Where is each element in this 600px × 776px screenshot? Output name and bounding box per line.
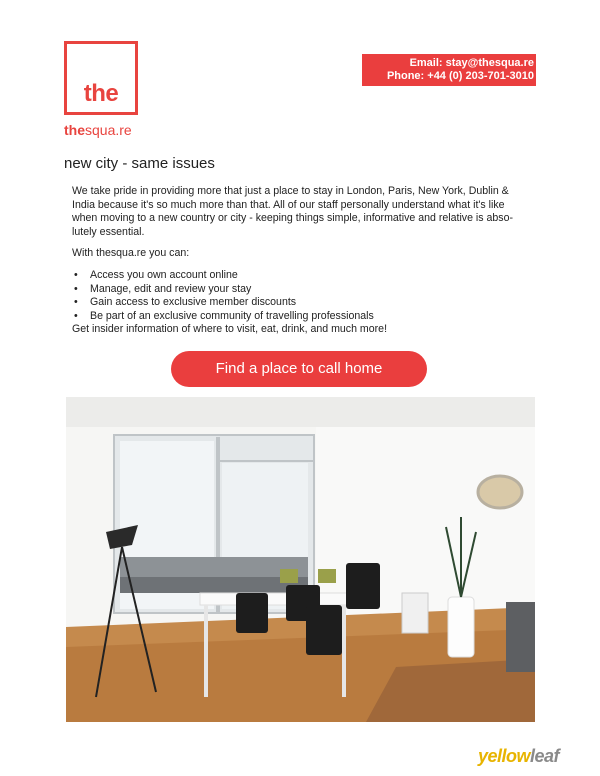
yellowleaf-logo-part2: leaf	[530, 746, 560, 766]
list-item: • Gain access to exclusive member discounts	[72, 296, 532, 310]
contact-phone[interactable]: Phone: +44 (0) 203-701-3010	[386, 70, 534, 82]
contact-email[interactable]: Email: stay@thesqua.re	[409, 57, 534, 69]
logo-name-rest: squa.re	[85, 122, 132, 138]
benefits-list	[72, 269, 532, 323]
list-item: • Access you own account online	[72, 269, 532, 283]
interior-photo	[66, 397, 535, 722]
interior-photo-illustration	[66, 397, 535, 722]
logo-word: the	[83, 80, 119, 107]
intro-paragraph: We take pride in providing more that just a place to stay in London, Paris, New York, Dublin & India because it's so much more than that. All of our staff personally understand what it's like when moving to a new country or city - keeping things simple, informative and relative is abso-lutely essential.	[72, 185, 514, 238]
list-item: • Be part of an exclusive community of travelling professionals	[72, 310, 532, 324]
list-item: • Manage, edit and review your stay	[72, 283, 532, 297]
contact-box	[362, 54, 536, 86]
with-text: With thesqua.re you can:	[72, 247, 190, 260]
logo-name	[64, 122, 132, 138]
logo-name-bold: the	[64, 122, 85, 138]
outro-text: Get insider information of where to visit, eat, drink, and much more!	[72, 323, 388, 336]
body-text	[72, 185, 532, 337]
yellowleaf-logo	[478, 746, 559, 767]
page-heading: new city - same issues	[64, 155, 215, 172]
logo-box	[64, 41, 138, 115]
find-place-button[interactable]: Find a place to call home	[171, 351, 427, 387]
yellowleaf-logo-part1: yellow	[478, 746, 531, 766]
